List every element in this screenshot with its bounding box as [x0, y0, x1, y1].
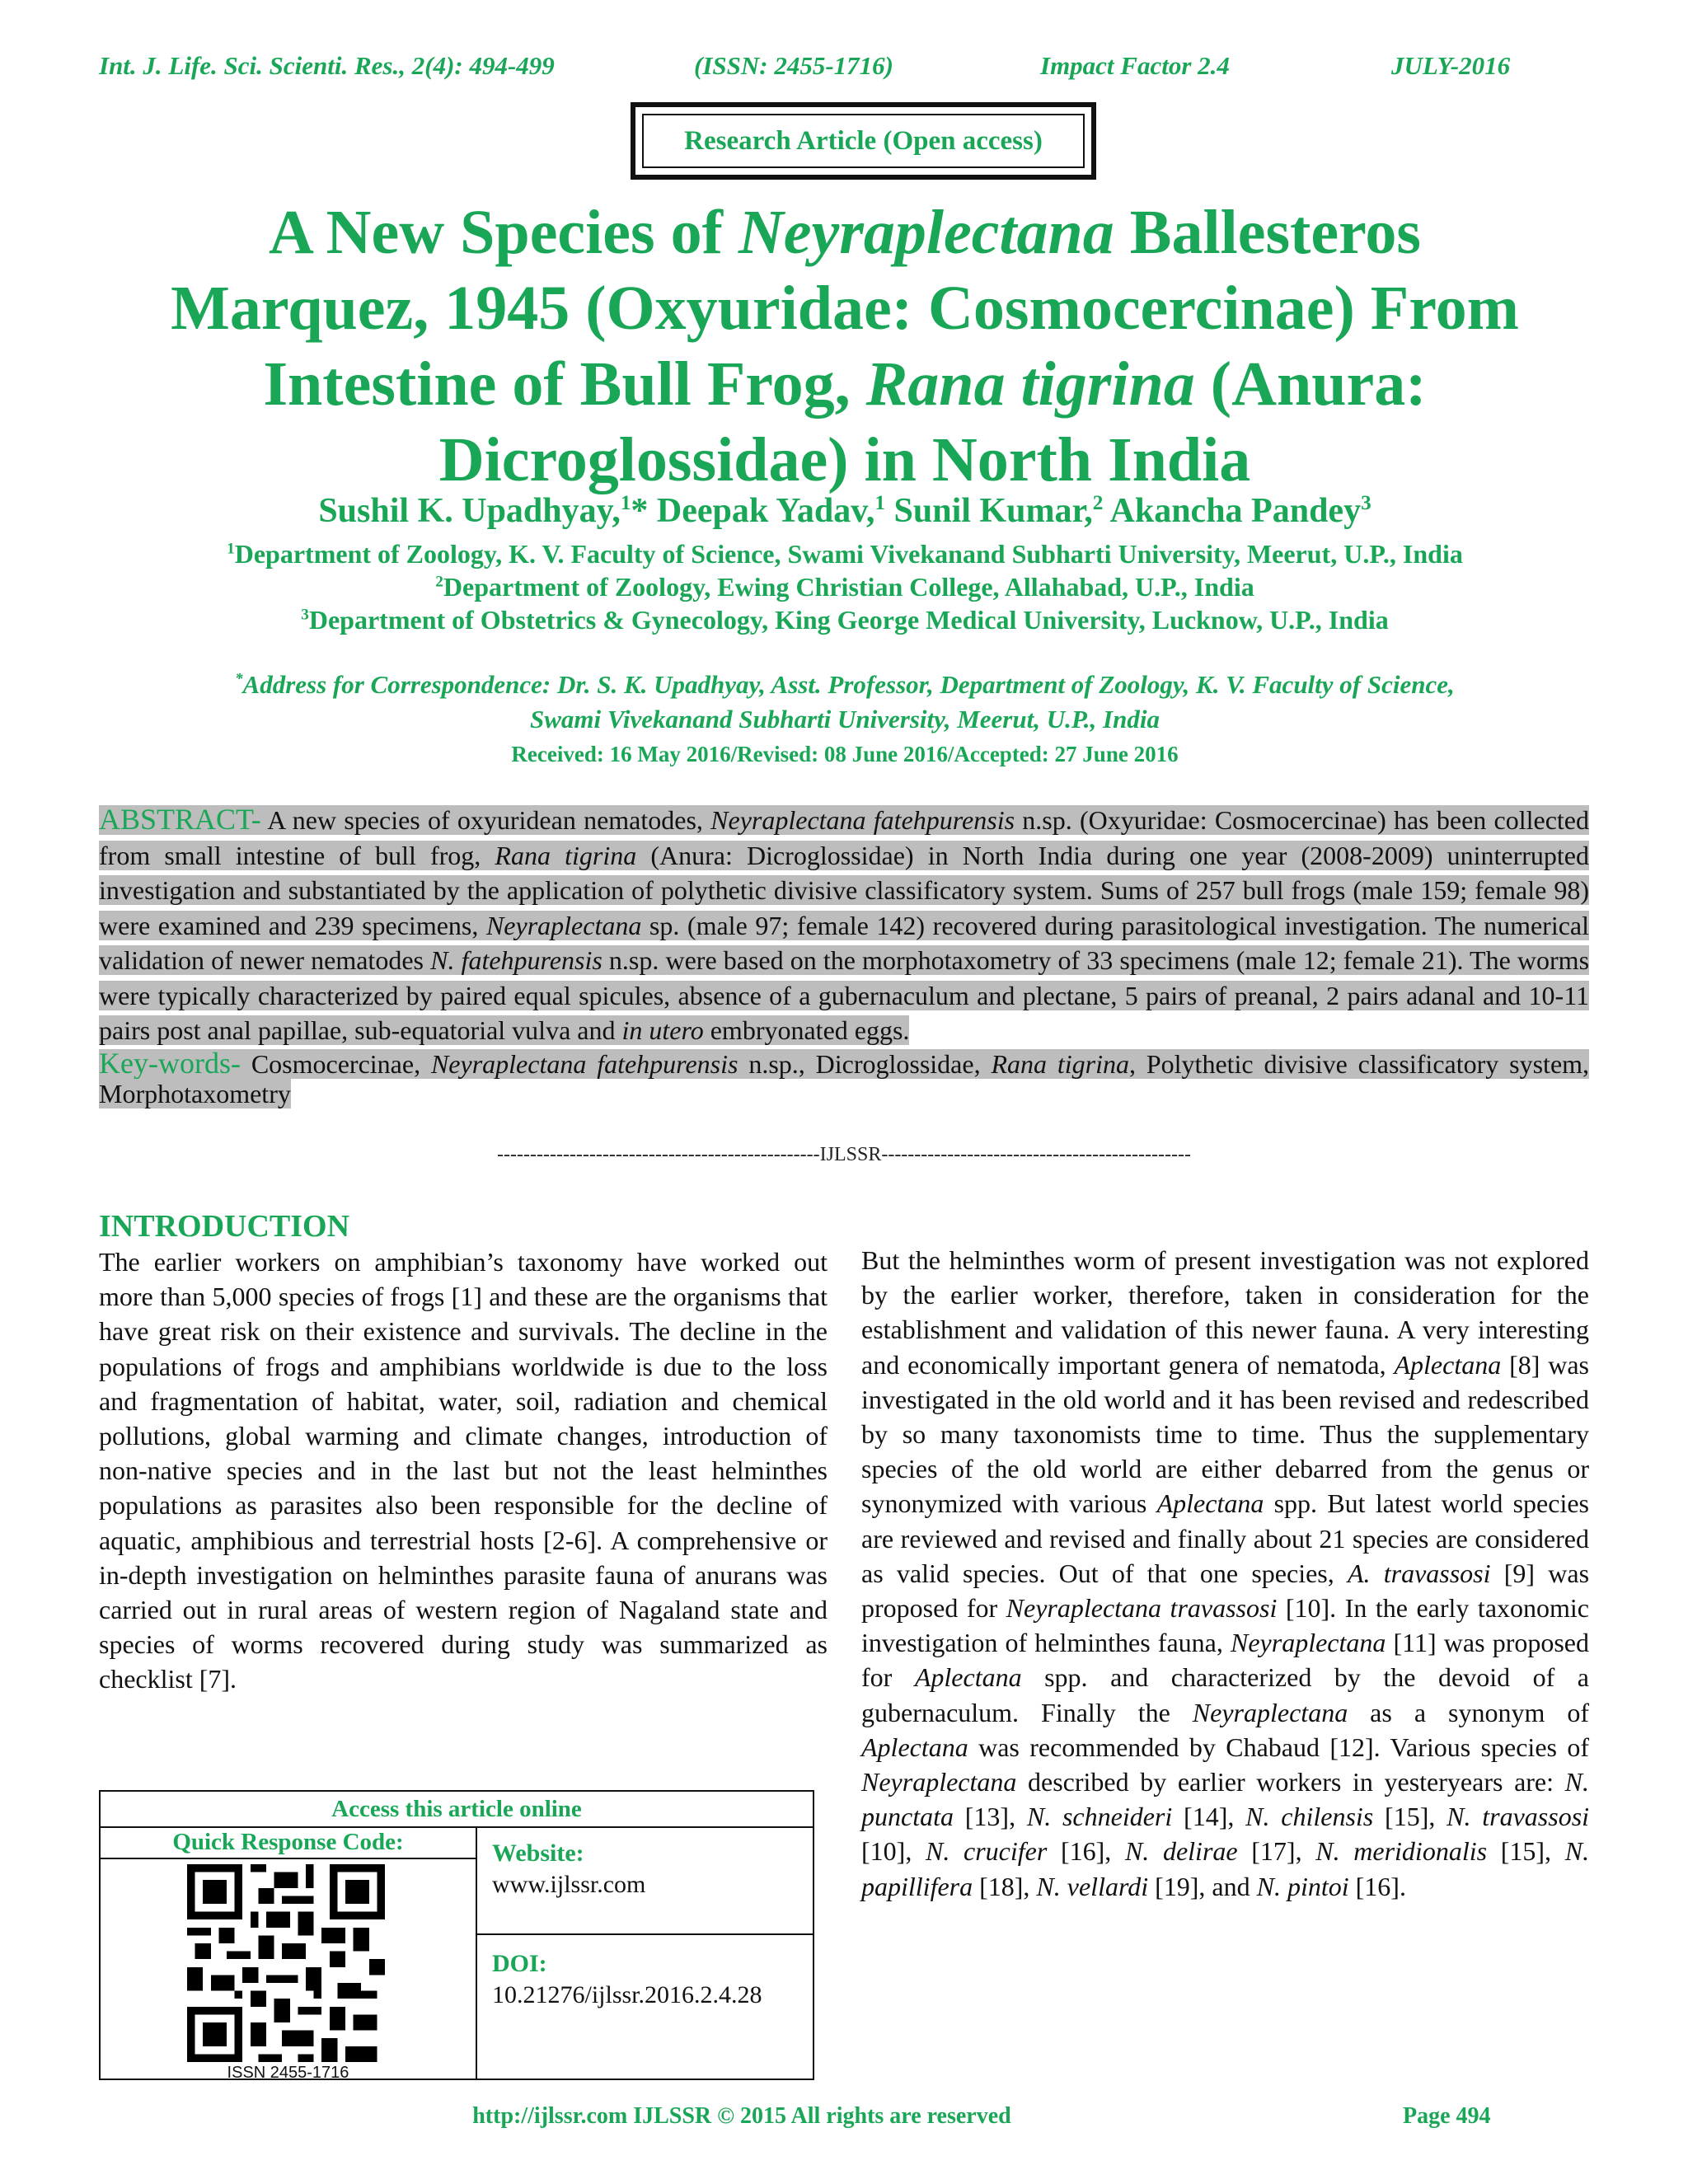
text: was recommended by Chabaud [12]. Various species of	[968, 1732, 1589, 1762]
abstract-text: n.sp. were based on the morphotaxometry of 33 specimens (male 12; female 21). The worms were typically characterized by paired equal spicules, absence of a gubernaculum and plectane, 5 pairs of preanal, 2 pairs adanal and 10-11 pairs post anal papillae, sub-equatorial vulva and	[99, 945, 1590, 1045]
website-label: Website:	[492, 1840, 584, 1867]
correspondence-mark: *	[235, 670, 243, 688]
section-divider: -------------------------------------------------IJLSSR-----------------------------------------------	[497, 1144, 1191, 1165]
title-text: A New Species of	[268, 198, 738, 267]
introduction-heading: INTRODUCTION	[99, 1209, 350, 1244]
footer-copyright[interactable]: http://ijlssr.com IJLSSR © 2015 All rights are reserved	[472, 2103, 1011, 2129]
text: described by earlier workers in yesteryears are:	[1016, 1767, 1565, 1797]
text: Aplectana	[914, 1662, 1022, 1693]
abstract-text: sp. (male 97; female 142) recovered during parasitological investigation. The numerical validation of newer nematodes	[99, 910, 1590, 975]
text: Aplectana	[861, 1732, 968, 1762]
abstract-text: N. fatehpurensis	[430, 945, 603, 975]
text: N. delirae	[1124, 1836, 1238, 1867]
author-list	[82, 491, 1607, 531]
text: Neyraplectana	[861, 1767, 1017, 1797]
doi-link[interactable]: 10.21276/ijlssr.2016.2.4.28	[492, 1981, 762, 2008]
title-text: Intestine of Bull Frog,	[263, 349, 866, 419]
abstract-text: Neyraplectana	[485, 910, 642, 940]
abstract-text: embryonated eggs.	[703, 1015, 910, 1045]
website-link[interactable]: www.ijlssr.com	[492, 1871, 646, 1898]
text: N. papillifera	[861, 1836, 1590, 1901]
keywords-text: n.sp., Dicroglossidae,	[738, 1048, 992, 1079]
affiliation-text: Department of Obstetrics & Gynecology, King George Medical University, Lucknow, U.P., India	[308, 605, 1389, 635]
doi-cell	[477, 1935, 813, 2079]
affiliations	[66, 537, 1624, 636]
text: [16],	[1047, 1836, 1125, 1867]
page-number: Page 494	[1403, 2103, 1491, 2129]
abstract-text: A new species of oxyuridean nematodes,	[260, 805, 711, 835]
title-text: Ballesteros	[1114, 198, 1422, 267]
abstract-text: Rana tigrina	[495, 840, 637, 870]
publication-dates: Received: 16 May 2016/Revised: 08 June 2016/Accepted: 27 June 2016	[511, 742, 1179, 766]
keywords-text: , Polythetic divisive classificatory system, Morphotaxometry	[99, 1048, 1590, 1108]
text: N. pintoi	[1256, 1871, 1349, 1901]
text: Neyraplectana	[1231, 1628, 1386, 1658]
text: [8] was investigated in the old world and it has been revised and redescribed by so many taxonomists time to time. Thus the supplementary species of the old world are either debarred from the genus or synonymized with various	[861, 1349, 1589, 1519]
text: A. travassosi	[1347, 1558, 1491, 1588]
paragraph: The earlier workers on amphibian’s taxonomy have worked out more than 5,000 species of frogs [1] and these are the organisms that have great risk on their existence and survivals. The decline in the populations of frogs and amphibians worldwide is due to the loss and fragmentation of habitat, water, soil, radiation and chemical pollutions, global warming and climate changes, introduction of non-native species and in the last but not the least helminthes populations as parasites also been responsible for the decline of aquatic, amphibious and terrestrial hosts [2-6]. A comprehensive or in-depth investigation on helminthes parasite fauna of anurans was carried out in rural areas of western region of Nagaland state and species of worms recovered during study was summarized as checklist [7].	[99, 1247, 828, 1694]
correspondence-address	[66, 668, 1624, 737]
text: N. schneideri	[1026, 1802, 1173, 1832]
author-name: Sunil Kumar,	[885, 492, 1093, 530]
abstract-text: (Anura: Dicroglossidae) in North India during one year (2008-2009) uninterrupted investigation and substantiated by the application of polythetic divisive classificatory system. Sums of 257 bull frogs (male 159; female 98) were examined and 239 specimens,	[99, 840, 1590, 940]
text: spp. But latest world species are reviewed and revised and finally about 21 species are considered as valid species. Out of that one species,	[861, 1488, 1589, 1588]
text: spp. and characterized by the devoid of a gubernaculum. Finally the	[861, 1662, 1590, 1727]
text: Neyraplectana	[1192, 1697, 1348, 1727]
doi-label: DOI:	[492, 1950, 547, 1977]
correspondence-text: Address for Correspondence: Dr. S. K. Upadhyay, Asst. Professor, Department of Zoology, K. V. Faculty of Science,	[242, 670, 1455, 699]
text: [13],	[953, 1802, 1027, 1832]
affiliation-mark: 3	[1361, 492, 1372, 514]
text: [16].	[1348, 1871, 1406, 1901]
abstract-text: Neyraplectana fatehpurensis	[710, 805, 1015, 835]
text: [18],	[973, 1871, 1037, 1901]
text: N. crucifer	[925, 1836, 1048, 1867]
journal-citation: Int. J. Life. Sci. Scienti. Res., 2(4): 494-499	[99, 51, 555, 80]
text: N. punctata	[861, 1767, 1589, 1832]
correspondence-text: Swami Vivekanand Subharti University, Meerut, U.P., India	[530, 705, 1160, 733]
text: N. travassosi	[1447, 1802, 1590, 1832]
affiliation-text: Department of Zoology, K. V. Faculty of Science, Swami Vivekanand Subharti University, Meerut, U.P., India	[234, 539, 1463, 569]
keywords-text: Rana tigrina	[991, 1048, 1129, 1079]
affiliation-2	[66, 570, 1624, 603]
affiliation-mark: 3	[301, 606, 309, 624]
qr-issn: ISSN 2455-1716	[227, 2064, 349, 2082]
qr-label: Quick Response Code:	[101, 1826, 476, 1859]
article-type: Research Article (Open access)	[642, 114, 1085, 168]
impact-factor: Impact Factor 2.4	[1040, 51, 1230, 80]
affiliation-1	[66, 537, 1624, 570]
paper-title	[82, 194, 1607, 498]
affiliation-3	[66, 603, 1624, 636]
title-text: Dicroglossidae) in North India	[438, 425, 1251, 494]
text: [10]. In the early taxonomic investigation of helminthes fauna,	[861, 1593, 1590, 1658]
author-name: Sushil K. Upadhyay,	[318, 492, 621, 530]
keywords-text: Neyraplectana fatehpurensis	[430, 1048, 738, 1079]
text: [15],	[1373, 1802, 1447, 1832]
access-box-title: Access this article online	[101, 1792, 813, 1828]
title-species: Rana tigrina	[865, 349, 1195, 419]
text: Neyraplectana travassosi	[1006, 1593, 1278, 1624]
qr-cell	[101, 1826, 477, 2082]
text: N. chilensis	[1245, 1802, 1374, 1832]
affiliation-mark: 2	[435, 573, 443, 591]
keywords	[99, 1048, 1589, 1108]
website-cell	[477, 1826, 813, 1935]
abstract-text: n.sp. (Oxyuridae: Cosmocercinae) has been collected from small intestine of bull frog,	[99, 805, 1590, 870]
abstract-label: ABSTRACT-	[99, 803, 261, 836]
introduction-right-column	[861, 1243, 1589, 1904]
article-type-box	[631, 102, 1096, 180]
paragraph	[861, 1243, 1589, 1904]
text: Aplectana	[1394, 1349, 1502, 1380]
affiliation-text: Department of Zoology, Ewing Christian College, Allahabad, U.P., India	[443, 572, 1254, 602]
text: Aplectana	[1156, 1488, 1264, 1519]
title-genus: Neyraplectana	[738, 198, 1114, 267]
author-name: * Deepak Yadav,	[631, 492, 875, 530]
journal-header	[99, 51, 1582, 92]
text: [14],	[1172, 1802, 1246, 1832]
text: [17],	[1237, 1836, 1316, 1867]
affiliation-mark: 1	[620, 492, 631, 514]
text: [9] was proposed for	[861, 1558, 1590, 1624]
affiliation-mark: 2	[1092, 492, 1104, 514]
keywords-label: Key-words-	[99, 1046, 241, 1080]
text: [11] was proposed for	[861, 1628, 1590, 1693]
text: [19], and	[1148, 1871, 1257, 1901]
qr-code-icon[interactable]	[187, 1864, 385, 2062]
title-text: Marquez, 1945 (Oxyuridae: Cosmocercinae) From	[171, 274, 1519, 343]
journal-issn: (ISSN: 2455-1716)	[694, 51, 893, 80]
title-text: (Anura:	[1194, 349, 1427, 419]
text: [10],	[861, 1836, 926, 1867]
text: [15],	[1487, 1836, 1565, 1867]
keywords-text: Cosmocercinae,	[240, 1048, 431, 1079]
abstract	[99, 802, 1589, 1108]
issue-date: JULY-2016	[1391, 51, 1511, 80]
author-name: Akancha Pandey	[1103, 492, 1362, 530]
text: But the helminthes worm of present investigation was not explored by the earlier worker, therefore, taken in consideration for the establishment and validation of this newer fauna. A very interesting and economically important genera of nematoda,	[861, 1245, 1589, 1380]
introduction-left-column	[99, 1244, 828, 1697]
text: N. meridionalis	[1315, 1836, 1488, 1867]
abstract-text: in utero	[621, 1015, 704, 1045]
affiliation-mark: 1	[874, 492, 886, 514]
access-article-box	[99, 1790, 814, 2080]
text: N. vellardi	[1036, 1871, 1149, 1901]
text: as a synonym of	[1348, 1697, 1590, 1727]
affiliation-mark: 1	[227, 540, 235, 558]
